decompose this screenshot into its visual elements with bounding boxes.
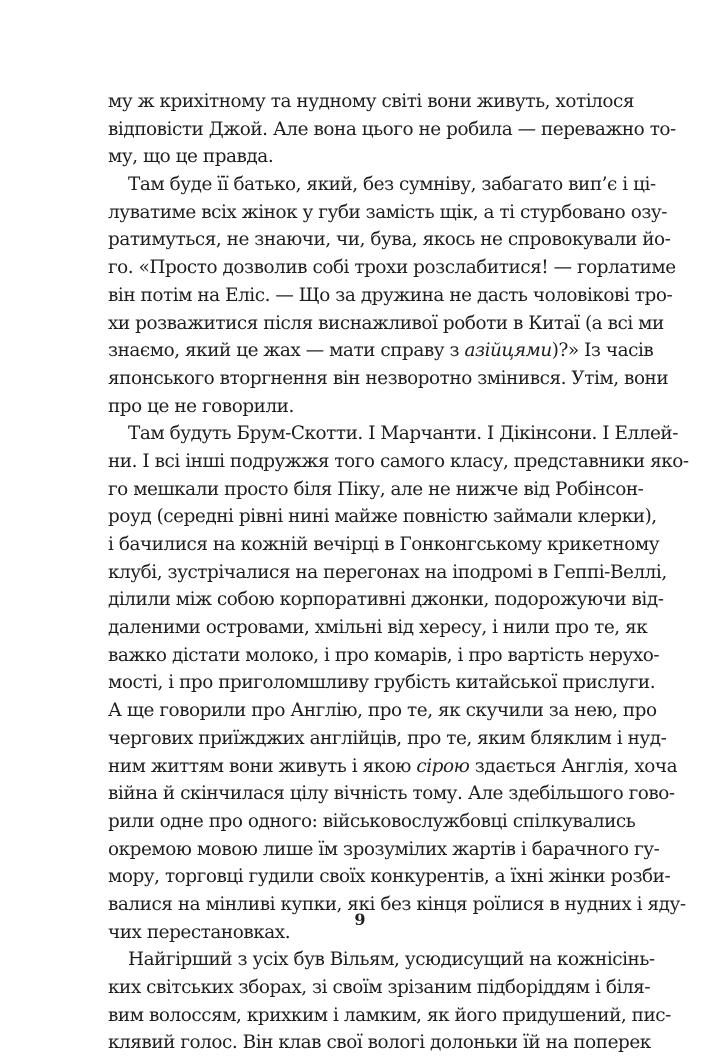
text-line: [108, 614, 648, 642]
text-segment: роуд (середні рівні нині майже повністю займали клерки),: [108, 506, 657, 528]
text-line: [108, 226, 671, 254]
text-segment: ни. І всі інші подружжя того самого класу, представники яко-: [108, 450, 689, 472]
text-line: [108, 586, 664, 614]
italic-word: азійцями: [464, 340, 552, 362]
text-segment: ділили між собою корпоративні джонки, подорожуючи від-: [108, 589, 664, 611]
text-segment: му ж крихітному та нудному світі вони живуть, хотілося: [108, 91, 634, 112]
text-line: [108, 669, 656, 697]
text-segment: А ще говорили про Англію, про те, як скучили за нею, про: [108, 700, 657, 722]
text-segment: клявий голос. Він клав свої вологі долоньки їй на поперек: [108, 1032, 651, 1054]
text-line: [108, 254, 676, 282]
text-line: [108, 365, 669, 393]
paragraph: [108, 420, 689, 946]
text-segment: про це не говорили.: [108, 395, 294, 417]
text-line: [108, 946, 655, 974]
text-segment: ним життям вони живуть і якою: [108, 755, 417, 777]
text-segment: ких світських зборах, зі своїм зрізаним підборіддям і біля-: [108, 977, 651, 998]
text-line: [108, 420, 678, 448]
paragraph: [108, 88, 676, 171]
text-line: [108, 171, 656, 199]
text-segment: мості, і про приголомшливу грубість китайської прислуги.: [108, 672, 656, 694]
text-segment: клубі, зустрічалися на перегонах на іподромі в Геппі-Веллі,: [108, 561, 667, 583]
text-line: [108, 974, 651, 1002]
text-segment: здається Англія, хоча: [469, 755, 678, 777]
text-segment: валися на мінливі купки, які без кінця роїлися в нудних і яду-: [108, 893, 686, 915]
italic-word: сірою: [416, 755, 470, 777]
text-line: [108, 1029, 651, 1057]
text-line: [108, 642, 660, 670]
text-line: [108, 393, 600, 421]
text-segment: го мешкали просто біля Піку, але не нижче від Робінсон-: [108, 478, 644, 500]
text-line: [108, 143, 600, 171]
text-line: [108, 1002, 671, 1030]
text-segment: хи розважитися після виснажливої роботи в Китаї (а всі ми: [108, 312, 664, 334]
text-segment: важко дістати молоко, і про комарів, і про вартість нерухо-: [108, 644, 660, 666]
text-line: [108, 199, 668, 227]
text-line: [108, 531, 660, 559]
text-segment: ратимуться, не знаючи, чи, бува, якось не спровокували йо-: [108, 229, 671, 251]
text-line: [108, 88, 634, 116]
text-line: [108, 476, 644, 504]
text-segment: )?» Із часів: [551, 340, 654, 362]
text-segment: Найгірший з усіх був Вільям, усюдисущий на кожнісінь-: [128, 949, 655, 971]
text-line: [108, 725, 667, 753]
text-line: [108, 863, 671, 891]
text-segment: він потім на Еліс. — Що за дружина не дасть чоловікові тро-: [108, 284, 673, 306]
text-segment: му, що це правда.: [108, 146, 274, 168]
text-segment: луватиме всіх жінок у губи замість щік, а ті стурбовано озу-: [108, 201, 668, 223]
text-segment: Там буде її батько, який, без сумніву, забагато вип’є і ці-: [128, 174, 656, 196]
text-line: [108, 780, 675, 808]
text-segment: знаємо, який це жах — мати справу з: [108, 340, 465, 362]
paragraph: [108, 946, 671, 1057]
text-segment: війна й скінчилася цілу вічність тому. Але здебільшого гово-: [108, 783, 675, 805]
text-line: [108, 753, 678, 781]
page-number: 9: [354, 910, 366, 929]
text-segment: і бачилися на кожній вечірці в Гонконгському крикетному: [108, 534, 660, 555]
text-segment: Там будуть Брум-Скотти. І Марчанти. І Дікінсони. І Еллей-: [128, 423, 678, 445]
text-segment: даленими островами, хмільні від хересу, і нили про те, як: [108, 617, 648, 639]
text-segment: мору, торговці гудили своїх конкурентів, а їхні жінки розби-: [108, 866, 671, 888]
text-segment: японського вторгнення він незворотно змінився. Утім, вони: [108, 367, 669, 389]
text-segment: чергових приїжджих англійців, про те, яким бляклим і нуд-: [108, 727, 667, 749]
text-line: [108, 697, 657, 725]
text-segment: го. «Просто дозволив собі трохи розслабитися! — горлатиме: [108, 257, 676, 279]
text-segment: вим волоссям, крихким і ламким, як його придушений, пис-: [108, 1004, 671, 1026]
text-line: [108, 337, 654, 365]
text-line: [108, 448, 689, 476]
text-segment: рили одне про одного: військовослужбовці спілкувались: [108, 810, 636, 832]
text-line: [108, 836, 660, 864]
paragraph: [108, 171, 676, 420]
text-line: [108, 808, 636, 836]
text-line: [108, 503, 657, 531]
text-segment: відповісти Джой. Але вона цього не робила — переважно то-: [108, 118, 676, 140]
text-line: [108, 282, 673, 310]
text-segment: окремою мовою лише їм зрозумілих жартів і барачного гу-: [108, 838, 660, 860]
text-segment: чих перестановках.: [108, 921, 291, 943]
text-line: [108, 116, 676, 144]
text-line: [108, 559, 667, 587]
text-line: [108, 310, 664, 338]
